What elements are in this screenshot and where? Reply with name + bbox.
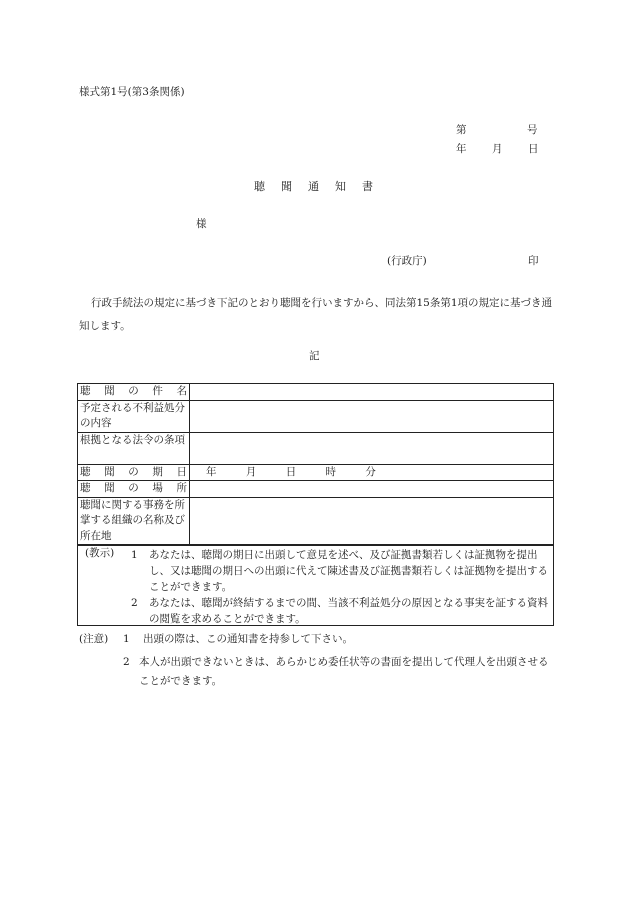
- caution-item-number: 1: [123, 633, 130, 645]
- body-text: 行政手続法の規定に基づき下記のとおり聴聞を行いますから、同法第15条第1項の規定に基づき通知します。: [79, 297, 553, 332]
- value-legal-basis[interactable]: [190, 432, 554, 464]
- label-char: 聴: [80, 465, 91, 478]
- label-char: の: [128, 385, 139, 397]
- label-char: 名: [176, 385, 187, 397]
- table-row: [78, 481, 554, 498]
- body-paragraph: [79, 292, 557, 338]
- hearing-info-table: [77, 383, 554, 546]
- value-organization[interactable]: [190, 497, 554, 545]
- label-char: 期: [152, 465, 163, 478]
- number-prefix: 第: [456, 124, 467, 136]
- caution-label: (注意): [79, 633, 109, 645]
- notice-item-2: [131, 595, 551, 627]
- date-day: 日: [528, 143, 539, 155]
- label-organization: 聴聞に関する事務を所掌する組織の名称及び所在地: [78, 497, 190, 545]
- label-legal-basis: 根拠となる法令の条項: [78, 432, 190, 464]
- label-char: の: [128, 465, 139, 478]
- caution-item-text: 本人が出頭できないときは、あらかじめ委任状等の書面を提出して代理人を出頭させることができます。: [139, 656, 549, 687]
- table-row: [78, 497, 554, 545]
- label-hearing-date: [78, 464, 190, 481]
- schedule-day: 日: [285, 465, 297, 478]
- caution-item-number: 2: [123, 656, 130, 668]
- value-hearing-place[interactable]: [190, 481, 554, 498]
- caution-item-1: [123, 633, 353, 646]
- date-year: 年: [456, 143, 467, 155]
- notice-label: (教示): [85, 547, 115, 559]
- schedule-year: 年: [206, 465, 217, 478]
- value-disposition[interactable]: [190, 400, 554, 432]
- label-char: 聞: [104, 482, 115, 494]
- ki-heading: 記: [309, 350, 320, 362]
- agency-label: (行政庁): [387, 255, 427, 267]
- form-label: 様式第1号(第3条関係): [79, 86, 185, 98]
- notice-item-number: 1: [131, 549, 138, 561]
- notice-item-text: あなたは、聴聞の期日に出頭して意見を述べ、及び証拠書類若しくは証拠物を提出し、又は聴聞の期日への出頭に代えて陳述書及び証拠書類若しくは証拠物を提出することができます。: [149, 549, 548, 593]
- notice-item-number: 2: [131, 597, 138, 609]
- schedule-minute: 分: [365, 465, 376, 478]
- table-row: [78, 400, 554, 432]
- value-case-name[interactable]: [190, 384, 554, 401]
- label-char: 日: [176, 465, 187, 478]
- table-row: [78, 432, 554, 464]
- number-suffix: 号: [527, 124, 538, 136]
- notice-box: [77, 544, 554, 626]
- label-char: 件: [152, 385, 163, 397]
- label-char: 場: [152, 482, 163, 494]
- table-row: [78, 464, 554, 481]
- schedule-month: 月: [245, 465, 257, 478]
- caution-item-text: 出頭の際は、この通知書を持参して下さい。: [143, 633, 354, 645]
- recipient-suffix: 様: [196, 218, 207, 230]
- label-char: 聞: [104, 465, 115, 478]
- table-row: [78, 384, 554, 401]
- label-hearing-place: [78, 481, 190, 498]
- label-case-name: [78, 384, 190, 401]
- date-month: 月: [492, 143, 503, 155]
- caution-item-2: [123, 653, 555, 691]
- label-disposition: 予定される不利益処分の内容: [78, 400, 190, 432]
- label-char: 所: [176, 482, 187, 494]
- document-title: 聴聞通知書: [254, 180, 389, 193]
- notice-item-1: [131, 547, 551, 595]
- schedule-hour: 時: [325, 465, 337, 478]
- label-char: 聴: [80, 482, 91, 494]
- label-char: 聴: [80, 385, 91, 397]
- label-char: の: [128, 482, 139, 494]
- notice-item-text: あなたは、聴聞が終結するまでの間、当該不利益処分の原因となる事実を証する資料の閲覧を求めることができます。: [149, 597, 548, 625]
- label-char: 聞: [104, 385, 115, 397]
- seal-mark: 印: [528, 255, 539, 267]
- value-hearing-date[interactable]: [190, 464, 554, 481]
